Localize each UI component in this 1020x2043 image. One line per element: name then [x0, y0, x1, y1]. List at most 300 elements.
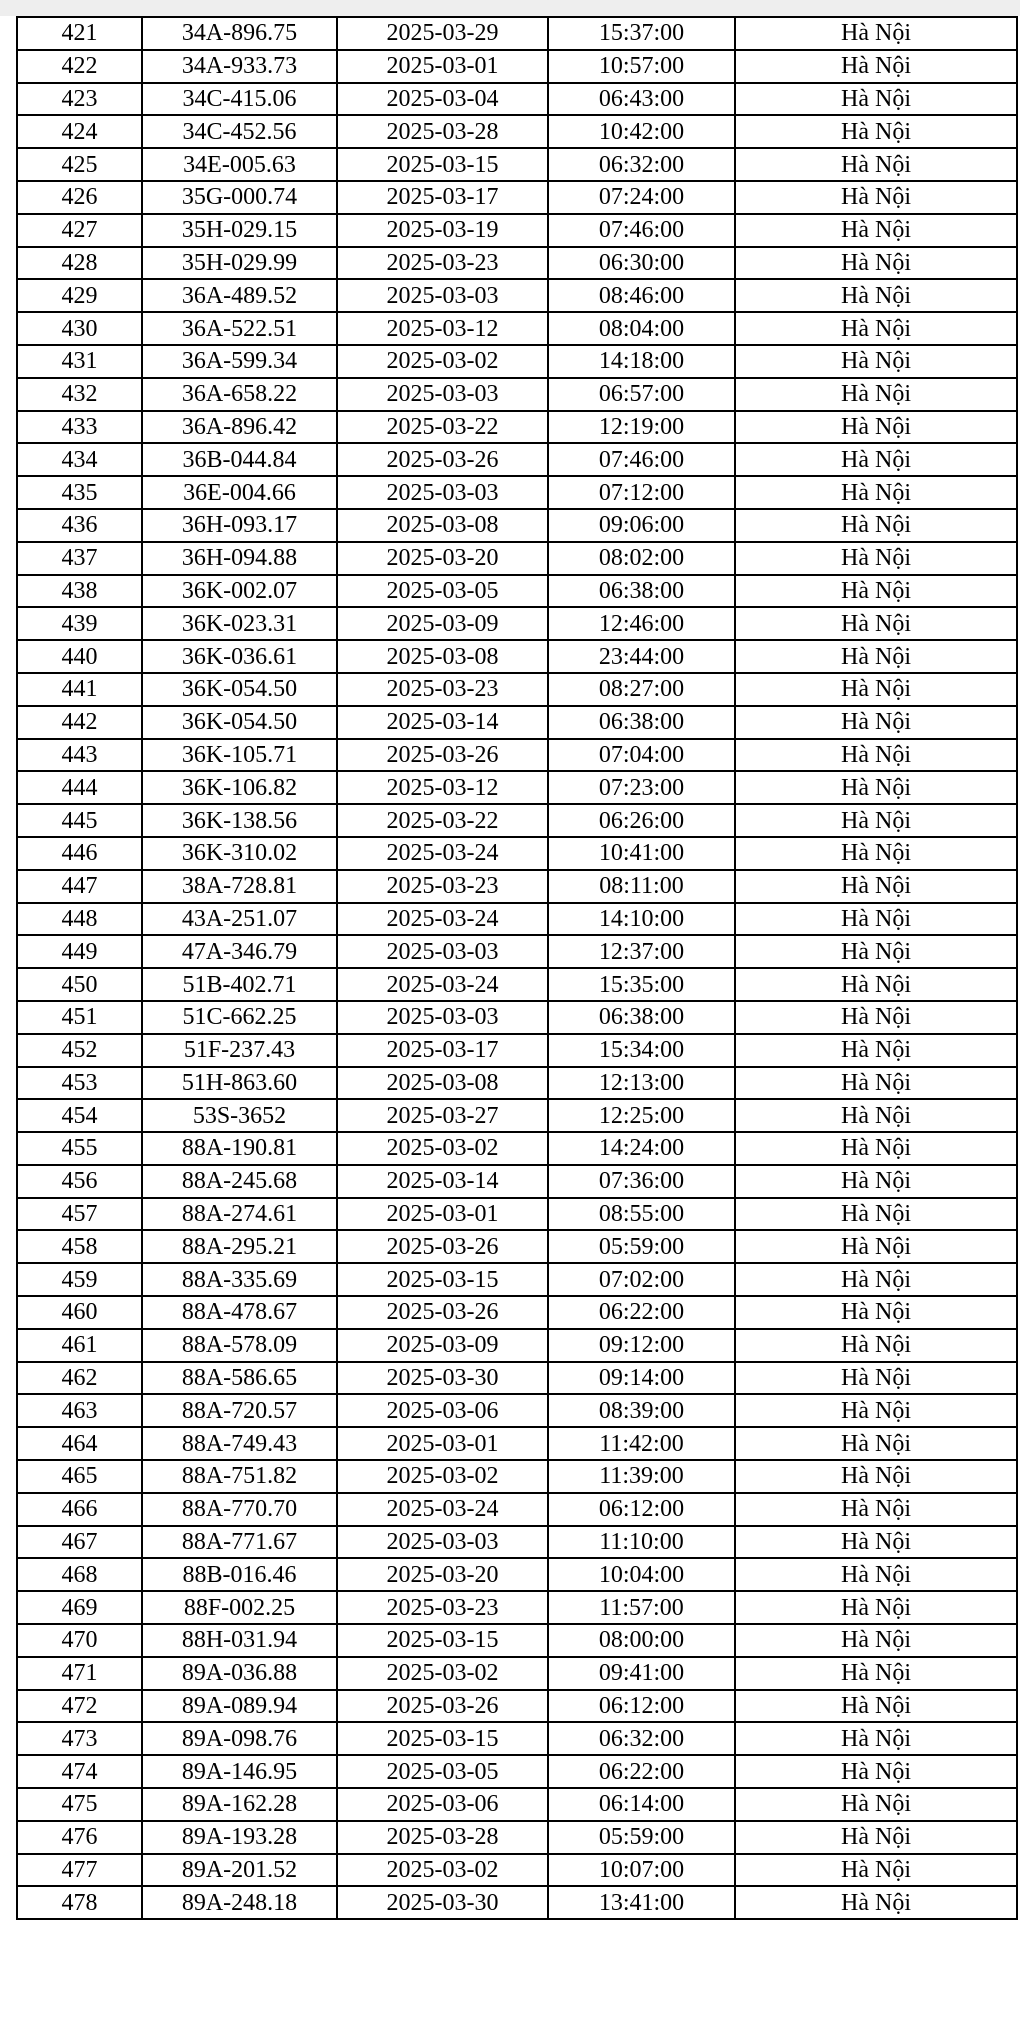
date-cell: 2025-03-17	[337, 1034, 548, 1067]
table-row	[17, 1591, 1017, 1624]
license-plate-cell: 35H-029.99	[142, 247, 337, 280]
location-cell: Hà Nội	[735, 17, 1017, 50]
location-cell: Hà Nội	[735, 1329, 1017, 1362]
table-row	[17, 968, 1017, 1001]
location-cell: Hà Nội	[735, 1657, 1017, 1690]
row-number-cell: 478	[17, 1886, 142, 1919]
time-cell: 05:59:00	[548, 1230, 735, 1263]
license-plate-cell: 89A-193.28	[142, 1821, 337, 1854]
date-cell: 2025-03-01	[337, 1198, 548, 1231]
row-number-cell: 462	[17, 1362, 142, 1395]
row-number-cell: 466	[17, 1493, 142, 1526]
row-number-cell: 456	[17, 1165, 142, 1198]
location-cell: Hà Nội	[735, 1624, 1017, 1657]
date-cell: 2025-03-26	[337, 1296, 548, 1329]
location-cell: Hà Nội	[735, 1099, 1017, 1132]
table-row	[17, 1722, 1017, 1755]
location-cell: Hà Nội	[735, 115, 1017, 148]
license-plate-cell: 89A-036.88	[142, 1657, 337, 1690]
time-cell: 07:46:00	[548, 214, 735, 247]
row-number-cell: 444	[17, 771, 142, 804]
location-cell: Hà Nội	[735, 443, 1017, 476]
time-cell: 13:41:00	[548, 1886, 735, 1919]
table-row	[17, 1558, 1017, 1591]
time-cell: 11:39:00	[548, 1460, 735, 1493]
license-plate-cell: 88A-245.68	[142, 1165, 337, 1198]
row-number-cell: 477	[17, 1854, 142, 1887]
time-cell: 07:46:00	[548, 443, 735, 476]
date-cell: 2025-03-26	[337, 739, 548, 772]
table-row	[17, 1001, 1017, 1034]
table-row	[17, 1067, 1017, 1100]
table-row	[17, 1427, 1017, 1460]
time-cell: 06:22:00	[548, 1755, 735, 1788]
license-plate-cell: 89A-201.52	[142, 1854, 337, 1887]
time-cell: 08:04:00	[548, 312, 735, 345]
time-cell: 07:02:00	[548, 1263, 735, 1296]
row-number-cell: 441	[17, 673, 142, 706]
date-cell: 2025-03-23	[337, 870, 548, 903]
time-cell: 05:59:00	[548, 1821, 735, 1854]
location-cell: Hà Nội	[735, 476, 1017, 509]
license-plate-cell: 36H-093.17	[142, 509, 337, 542]
date-cell: 2025-03-01	[337, 1427, 548, 1460]
date-cell: 2025-03-02	[337, 1657, 548, 1690]
location-cell: Hà Nội	[735, 706, 1017, 739]
license-plate-cell: 53S-3652	[142, 1099, 337, 1132]
row-number-cell: 428	[17, 247, 142, 280]
table-row	[17, 509, 1017, 542]
license-plate-cell: 88H-031.94	[142, 1624, 337, 1657]
row-number-cell: 426	[17, 181, 142, 214]
document-sheet	[16, 16, 1006, 1920]
date-cell: 2025-03-20	[337, 1558, 548, 1591]
time-cell: 06:22:00	[548, 1296, 735, 1329]
date-cell: 2025-03-15	[337, 1263, 548, 1296]
date-cell: 2025-03-14	[337, 706, 548, 739]
location-cell: Hà Nội	[735, 575, 1017, 608]
time-cell: 07:24:00	[548, 181, 735, 214]
date-cell: 2025-03-15	[337, 1722, 548, 1755]
license-plate-cell: 36K-310.02	[142, 837, 337, 870]
license-plate-cell: 88A-190.81	[142, 1132, 337, 1165]
date-cell: 2025-03-14	[337, 1165, 548, 1198]
time-cell: 08:02:00	[548, 542, 735, 575]
license-plate-cell: 36K-105.71	[142, 739, 337, 772]
row-number-cell: 440	[17, 640, 142, 673]
row-number-cell: 450	[17, 968, 142, 1001]
date-cell: 2025-03-02	[337, 1854, 548, 1887]
license-plate-cell: 89A-248.18	[142, 1886, 337, 1919]
table-row	[17, 1034, 1017, 1067]
license-plate-cell: 89A-162.28	[142, 1788, 337, 1821]
license-plate-cell: 88A-586.65	[142, 1362, 337, 1395]
date-cell: 2025-03-24	[337, 903, 548, 936]
license-plate-cell: 51H-863.60	[142, 1067, 337, 1100]
license-plate-cell: 35G-000.74	[142, 181, 337, 214]
row-number-cell: 449	[17, 935, 142, 968]
time-cell: 14:18:00	[548, 345, 735, 378]
time-cell: 08:11:00	[548, 870, 735, 903]
location-cell: Hà Nội	[735, 1493, 1017, 1526]
time-cell: 06:43:00	[548, 83, 735, 116]
time-cell: 15:34:00	[548, 1034, 735, 1067]
license-plate-cell: 88A-770.70	[142, 1493, 337, 1526]
date-cell: 2025-03-24	[337, 837, 548, 870]
table-row	[17, 181, 1017, 214]
table-row	[17, 1263, 1017, 1296]
table-row	[17, 1460, 1017, 1493]
date-cell: 2025-03-09	[337, 1329, 548, 1362]
table-row	[17, 214, 1017, 247]
date-cell: 2025-03-08	[337, 509, 548, 542]
row-number-cell: 467	[17, 1526, 142, 1559]
row-number-cell: 472	[17, 1690, 142, 1723]
time-cell: 09:06:00	[548, 509, 735, 542]
date-cell: 2025-03-05	[337, 575, 548, 608]
license-plate-cell: 88A-751.82	[142, 1460, 337, 1493]
location-cell: Hà Nội	[735, 1394, 1017, 1427]
table-row	[17, 542, 1017, 575]
location-cell: Hà Nội	[735, 1132, 1017, 1165]
table-row	[17, 1329, 1017, 1362]
row-number-cell: 438	[17, 575, 142, 608]
table-row	[17, 1526, 1017, 1559]
location-cell: Hà Nội	[735, 1263, 1017, 1296]
row-number-cell: 448	[17, 903, 142, 936]
time-cell: 06:32:00	[548, 1722, 735, 1755]
date-cell: 2025-03-03	[337, 279, 548, 312]
row-number-cell: 474	[17, 1755, 142, 1788]
time-cell: 06:57:00	[548, 378, 735, 411]
date-cell: 2025-03-05	[337, 1755, 548, 1788]
date-cell: 2025-03-12	[337, 771, 548, 804]
table-row	[17, 1394, 1017, 1427]
time-cell: 12:19:00	[548, 411, 735, 444]
row-number-cell: 461	[17, 1329, 142, 1362]
row-number-cell: 463	[17, 1394, 142, 1427]
license-plate-cell: 34E-005.63	[142, 148, 337, 181]
table-row	[17, 771, 1017, 804]
license-plate-cell: 88A-749.43	[142, 1427, 337, 1460]
table-row	[17, 1493, 1017, 1526]
date-cell: 2025-03-23	[337, 1591, 548, 1624]
time-cell: 15:35:00	[548, 968, 735, 1001]
date-cell: 2025-03-12	[337, 312, 548, 345]
time-cell: 12:13:00	[548, 1067, 735, 1100]
row-number-cell: 436	[17, 509, 142, 542]
row-number-cell: 473	[17, 1722, 142, 1755]
time-cell: 06:32:00	[548, 148, 735, 181]
location-cell: Hà Nội	[735, 837, 1017, 870]
row-number-cell: 425	[17, 148, 142, 181]
date-cell: 2025-03-08	[337, 640, 548, 673]
time-cell: 06:26:00	[548, 804, 735, 837]
date-cell: 2025-03-24	[337, 968, 548, 1001]
license-plate-cell: 36K-054.50	[142, 673, 337, 706]
license-plate-cell: 88A-771.67	[142, 1526, 337, 1559]
license-plate-cell: 36A-522.51	[142, 312, 337, 345]
time-cell: 06:12:00	[548, 1690, 735, 1723]
time-cell: 08:00:00	[548, 1624, 735, 1657]
table-row	[17, 1198, 1017, 1231]
row-number-cell: 433	[17, 411, 142, 444]
location-cell: Hà Nội	[735, 1788, 1017, 1821]
time-cell: 14:10:00	[548, 903, 735, 936]
date-cell: 2025-03-30	[337, 1886, 548, 1919]
time-cell: 10:41:00	[548, 837, 735, 870]
location-cell: Hà Nội	[735, 50, 1017, 83]
location-cell: Hà Nội	[735, 247, 1017, 280]
date-cell: 2025-03-26	[337, 443, 548, 476]
location-cell: Hà Nội	[735, 1198, 1017, 1231]
row-number-cell: 454	[17, 1099, 142, 1132]
date-cell: 2025-03-01	[337, 50, 548, 83]
time-cell: 07:12:00	[548, 476, 735, 509]
time-cell: 06:38:00	[548, 706, 735, 739]
table-row	[17, 115, 1017, 148]
date-cell: 2025-03-15	[337, 148, 548, 181]
table-row	[17, 673, 1017, 706]
license-plate-cell: 35H-029.15	[142, 214, 337, 247]
time-cell: 06:14:00	[548, 1788, 735, 1821]
date-cell: 2025-03-29	[337, 17, 548, 50]
row-number-cell: 460	[17, 1296, 142, 1329]
table-row	[17, 443, 1017, 476]
table-row	[17, 1362, 1017, 1395]
row-number-cell: 435	[17, 476, 142, 509]
date-cell: 2025-03-06	[337, 1394, 548, 1427]
date-cell: 2025-03-03	[337, 476, 548, 509]
time-cell: 11:42:00	[548, 1427, 735, 1460]
row-number-cell: 427	[17, 214, 142, 247]
time-cell: 15:37:00	[548, 17, 735, 50]
date-cell: 2025-03-22	[337, 411, 548, 444]
license-plate-cell: 89A-089.94	[142, 1690, 337, 1723]
license-plate-cell: 43A-251.07	[142, 903, 337, 936]
row-number-cell: 465	[17, 1460, 142, 1493]
location-cell: Hà Nội	[735, 1230, 1017, 1263]
time-cell: 06:30:00	[548, 247, 735, 280]
row-number-cell: 430	[17, 312, 142, 345]
row-number-cell: 443	[17, 739, 142, 772]
license-plate-cell: 36K-106.82	[142, 771, 337, 804]
table-row	[17, 312, 1017, 345]
row-number-cell: 442	[17, 706, 142, 739]
time-cell: 14:24:00	[548, 1132, 735, 1165]
license-plate-cell: 88A-274.61	[142, 1198, 337, 1231]
location-cell: Hà Nội	[735, 1690, 1017, 1723]
table-row	[17, 575, 1017, 608]
row-number-cell: 475	[17, 1788, 142, 1821]
date-cell: 2025-03-09	[337, 607, 548, 640]
date-cell: 2025-03-02	[337, 1460, 548, 1493]
license-plate-cell: 88A-578.09	[142, 1329, 337, 1362]
location-cell: Hà Nội	[735, 1001, 1017, 1034]
location-cell: Hà Nội	[735, 1755, 1017, 1788]
row-number-cell: 457	[17, 1198, 142, 1231]
time-cell: 09:14:00	[548, 1362, 735, 1395]
location-cell: Hà Nội	[735, 870, 1017, 903]
date-cell: 2025-03-02	[337, 345, 548, 378]
location-cell: Hà Nội	[735, 181, 1017, 214]
location-cell: Hà Nội	[735, 968, 1017, 1001]
table-row	[17, 1230, 1017, 1263]
location-cell: Hà Nội	[735, 607, 1017, 640]
location-cell: Hà Nội	[735, 1722, 1017, 1755]
license-plate-cell: 51B-402.71	[142, 968, 337, 1001]
license-plate-cell: 36A-896.42	[142, 411, 337, 444]
location-cell: Hà Nội	[735, 1460, 1017, 1493]
license-plate-cell: 36H-094.88	[142, 542, 337, 575]
table-row	[17, 17, 1017, 50]
table-row	[17, 50, 1017, 83]
location-cell: Hà Nội	[735, 411, 1017, 444]
license-plate-cell: 36K-036.61	[142, 640, 337, 673]
table-row	[17, 1690, 1017, 1723]
time-cell: 07:04:00	[548, 739, 735, 772]
date-cell: 2025-03-03	[337, 1526, 548, 1559]
location-cell: Hà Nội	[735, 771, 1017, 804]
license-plate-cell: 38A-728.81	[142, 870, 337, 903]
license-plate-cell: 34A-933.73	[142, 50, 337, 83]
license-plate-cell: 36A-658.22	[142, 378, 337, 411]
row-number-cell: 437	[17, 542, 142, 575]
date-cell: 2025-03-02	[337, 1132, 548, 1165]
license-plate-cell: 89A-146.95	[142, 1755, 337, 1788]
date-cell: 2025-03-15	[337, 1624, 548, 1657]
time-cell: 08:46:00	[548, 279, 735, 312]
location-cell: Hà Nội	[735, 1034, 1017, 1067]
license-plate-cell: 34A-896.75	[142, 17, 337, 50]
table-row	[17, 345, 1017, 378]
time-cell: 10:04:00	[548, 1558, 735, 1591]
date-cell: 2025-03-03	[337, 935, 548, 968]
date-cell: 2025-03-28	[337, 1821, 548, 1854]
time-cell: 11:57:00	[548, 1591, 735, 1624]
time-cell: 06:38:00	[548, 575, 735, 608]
date-cell: 2025-03-04	[337, 83, 548, 116]
time-cell: 12:25:00	[548, 1099, 735, 1132]
table-row	[17, 148, 1017, 181]
time-cell: 23:44:00	[548, 640, 735, 673]
time-cell: 12:37:00	[548, 935, 735, 968]
table-row	[17, 903, 1017, 936]
row-number-cell: 432	[17, 378, 142, 411]
row-number-cell: 464	[17, 1427, 142, 1460]
location-cell: Hà Nội	[735, 1854, 1017, 1887]
table-row	[17, 607, 1017, 640]
row-number-cell: 476	[17, 1821, 142, 1854]
row-number-cell: 439	[17, 607, 142, 640]
table-row	[17, 1624, 1017, 1657]
license-plate-cell: 51F-237.43	[142, 1034, 337, 1067]
location-cell: Hà Nội	[735, 1427, 1017, 1460]
license-plate-cell: 36K-002.07	[142, 575, 337, 608]
license-plate-cell: 36A-489.52	[142, 279, 337, 312]
license-plate-cell: 34C-452.56	[142, 115, 337, 148]
date-cell: 2025-03-08	[337, 1067, 548, 1100]
time-cell: 08:55:00	[548, 1198, 735, 1231]
location-cell: Hà Nội	[735, 542, 1017, 575]
row-number-cell: 446	[17, 837, 142, 870]
location-cell: Hà Nội	[735, 935, 1017, 968]
date-cell: 2025-03-26	[337, 1690, 548, 1723]
license-plate-cell: 47A-346.79	[142, 935, 337, 968]
row-number-cell: 434	[17, 443, 142, 476]
table-row	[17, 378, 1017, 411]
location-cell: Hà Nội	[735, 804, 1017, 837]
location-cell: Hà Nội	[735, 279, 1017, 312]
table-row	[17, 1657, 1017, 1690]
location-cell: Hà Nội	[735, 1591, 1017, 1624]
location-cell: Hà Nội	[735, 739, 1017, 772]
license-plate-cell: 36A-599.34	[142, 345, 337, 378]
table-row	[17, 83, 1017, 116]
time-cell: 10:42:00	[548, 115, 735, 148]
date-cell: 2025-03-24	[337, 1493, 548, 1526]
license-plate-cell: 88B-016.46	[142, 1558, 337, 1591]
location-cell: Hà Nội	[735, 1526, 1017, 1559]
location-cell: Hà Nội	[735, 378, 1017, 411]
date-cell: 2025-03-06	[337, 1788, 548, 1821]
top-strip	[0, 0, 1020, 16]
row-number-cell: 469	[17, 1591, 142, 1624]
table-row	[17, 1886, 1017, 1919]
table-row	[17, 1755, 1017, 1788]
records-table-body	[17, 17, 1017, 1919]
location-cell: Hà Nội	[735, 214, 1017, 247]
time-cell: 06:38:00	[548, 1001, 735, 1034]
location-cell: Hà Nội	[735, 903, 1017, 936]
license-plate-cell: 34C-415.06	[142, 83, 337, 116]
license-plate-cell: 89A-098.76	[142, 1722, 337, 1755]
row-number-cell: 421	[17, 17, 142, 50]
time-cell: 09:41:00	[548, 1657, 735, 1690]
license-plate-cell: 36K-023.31	[142, 607, 337, 640]
table-row	[17, 739, 1017, 772]
location-cell: Hà Nội	[735, 83, 1017, 116]
location-cell: Hà Nội	[735, 1558, 1017, 1591]
row-number-cell: 455	[17, 1132, 142, 1165]
date-cell: 2025-03-28	[337, 115, 548, 148]
table-row	[17, 1099, 1017, 1132]
row-number-cell: 445	[17, 804, 142, 837]
license-plate-cell: 88A-335.69	[142, 1263, 337, 1296]
location-cell: Hà Nội	[735, 1067, 1017, 1100]
time-cell: 11:10:00	[548, 1526, 735, 1559]
table-row	[17, 870, 1017, 903]
location-cell: Hà Nội	[735, 509, 1017, 542]
row-number-cell: 471	[17, 1657, 142, 1690]
date-cell: 2025-03-03	[337, 378, 548, 411]
row-number-cell: 453	[17, 1067, 142, 1100]
row-number-cell: 451	[17, 1001, 142, 1034]
table-row	[17, 804, 1017, 837]
row-number-cell: 459	[17, 1263, 142, 1296]
time-cell: 07:23:00	[548, 771, 735, 804]
table-row	[17, 1854, 1017, 1887]
time-cell: 06:12:00	[548, 1493, 735, 1526]
date-cell: 2025-03-30	[337, 1362, 548, 1395]
table-row	[17, 1296, 1017, 1329]
date-cell: 2025-03-17	[337, 181, 548, 214]
time-cell: 07:36:00	[548, 1165, 735, 1198]
row-number-cell: 424	[17, 115, 142, 148]
location-cell: Hà Nội	[735, 1362, 1017, 1395]
location-cell: Hà Nội	[735, 148, 1017, 181]
license-plate-cell: 88F-002.25	[142, 1591, 337, 1624]
